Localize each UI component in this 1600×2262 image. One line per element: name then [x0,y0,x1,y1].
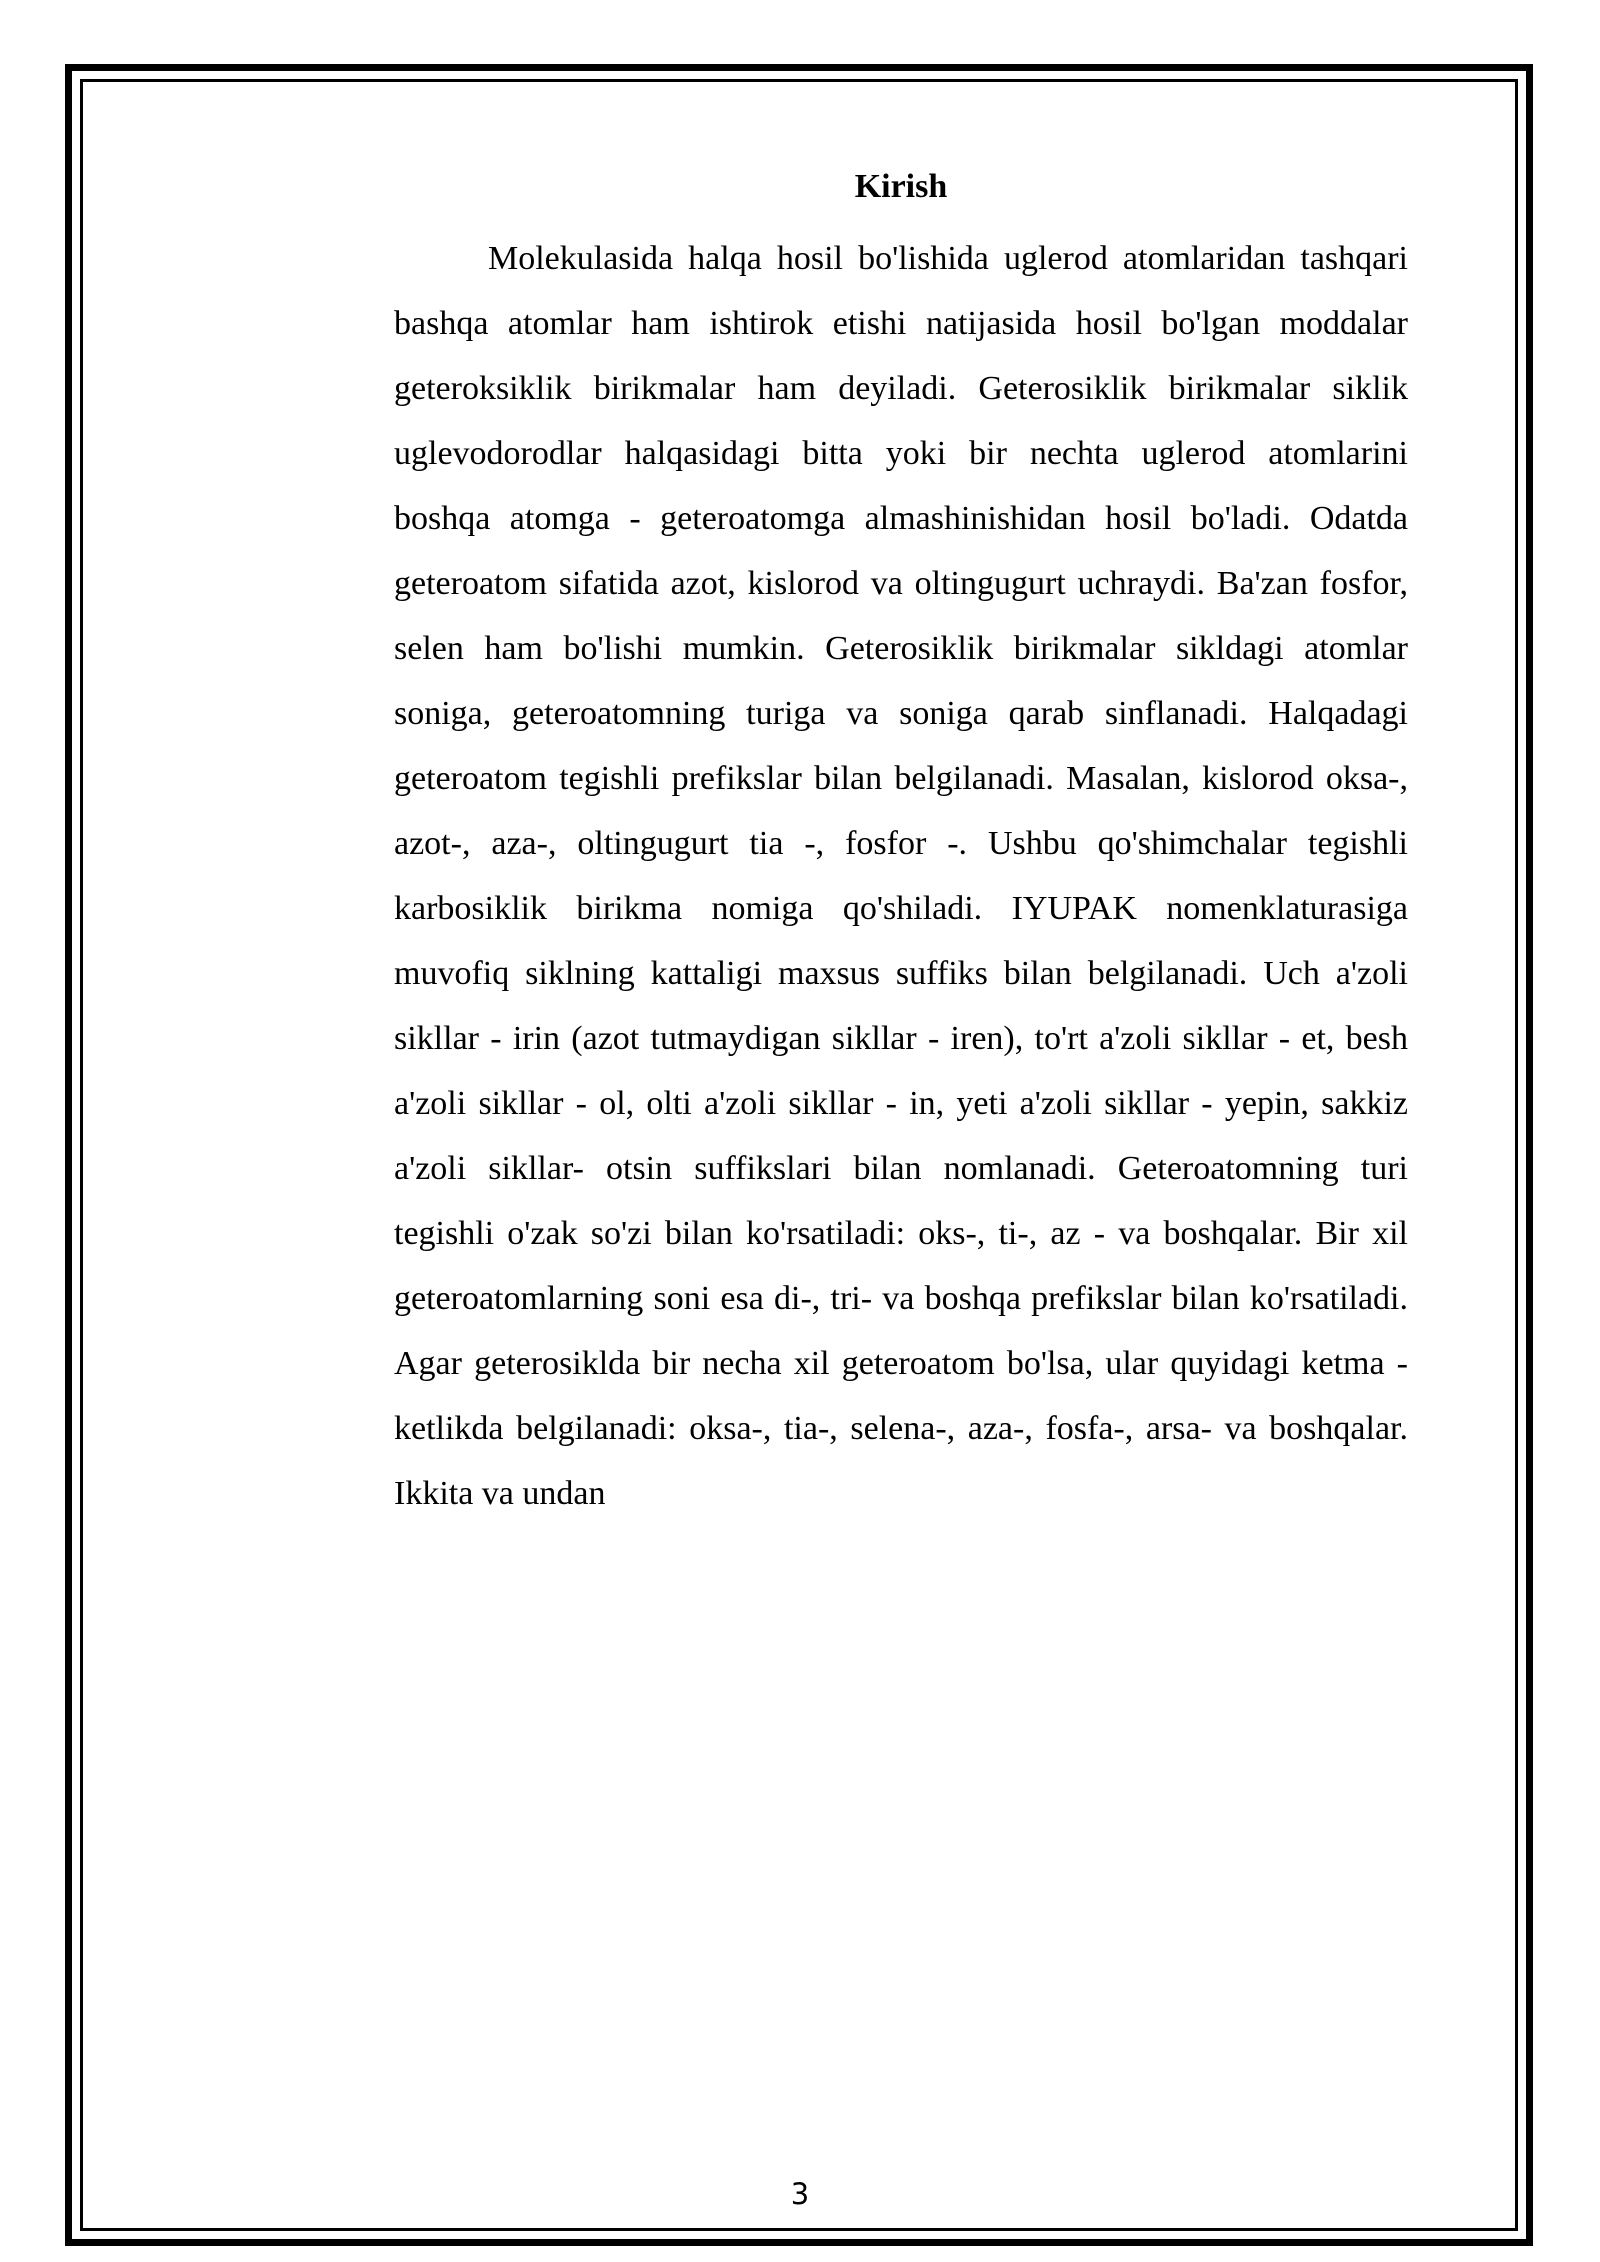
section-title: Kirish [854,168,948,205]
body-paragraph: Molekulasida halqa hosil bo'lishida uglerod atomlaridan tashqari bashqa atomlar ham ishtirok etishi natijasida hosil bo'lgan moddalar geteroksiklik birikmalar ham deyiladi. Geterosiklik birikmalar siklik uglevodorodlar halqasidagi bitta yoki bir nechta uglerod atomlarini boshqa atomga - geteroatomga almashinishidan hosil bo'ladi. Odatda geteroatom sifatida azot, kislorod va oltingugurt uchraydi. Ba'zan fosfor, selen ham bo'lishi mumkin. Geterosiklik birikmalar sikldagi atomlar soniga, geteroatomning turiga va soniga qarab sinflanadi. Halqadagi geteroatom tegishli prefikslar bilan belgilanadi. Masalan, kislorod oksa-, azot-, aza-, oltingugurt tia -, fosfor -. Ushbu qo'shimchalar tegishli karbosiklik birikma nomiga qo'shiladi. IYUPAK nomenklaturasiga muvofiq siklning kattaligi maxsus suffiks bilan belgilanadi. Uch a'zoli sikllar - irin (azot tutmaydigan sikllar - iren), to'rt a'zoli sikllar - et, besh a'zoli sikllar - ol, olti a'zoli sikllar - in, yeti a'zoli sikllar - yepin, sakkiz a'zoli sikllar- otsin suffikslari bilan nomlanadi. Geteroatomning turi tegishli o'zak so'zi bilan ko'rsatiladi: oks-, ti-, az - va boshqalar. Bir xil geteroatomlarning soni esa di-, tri- va boshqa prefikslar bilan ko'rsatiladi. Agar geterosiklda bir necha xil geteroatom bo'lsa, ular quyidagi ketma - ketlikda belgilanadi: oksa-, tia-, selena-, aza-, fosfa-, arsa- va boshqalar. Ikkita va undan [394,240,1408,1512]
page-number: 3 [790,2177,810,2211]
